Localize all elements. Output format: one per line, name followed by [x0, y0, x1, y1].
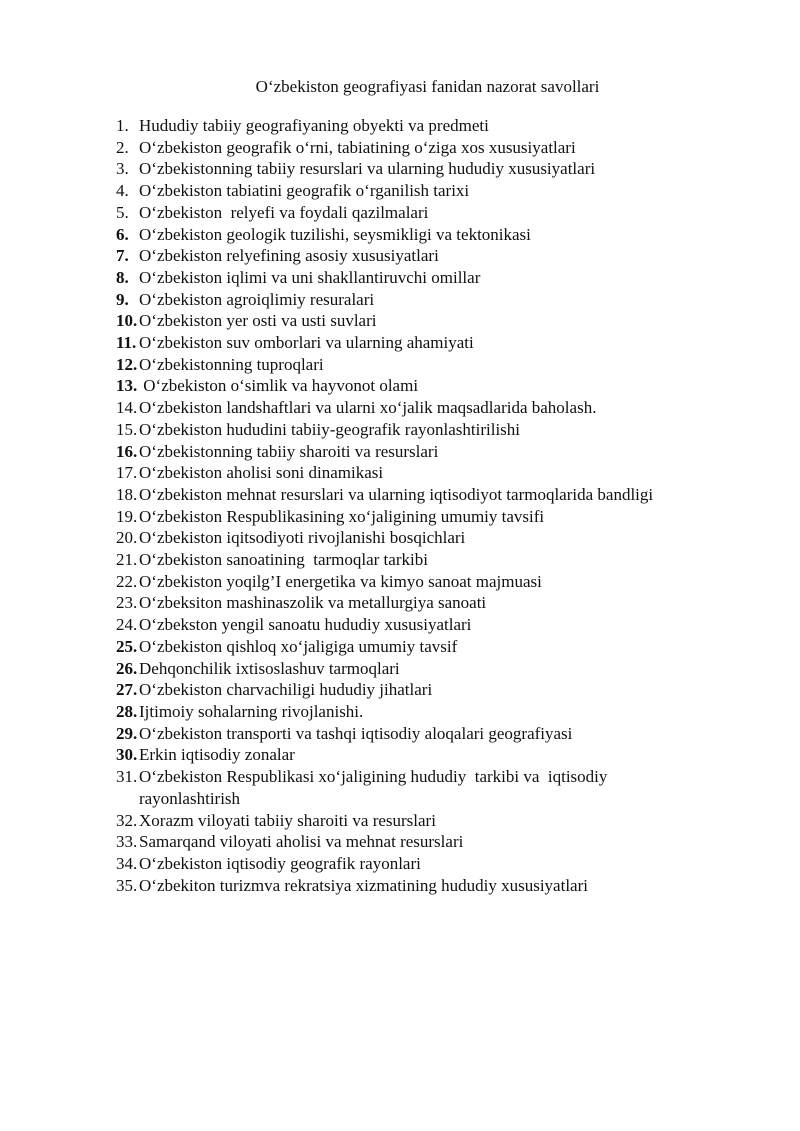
- question-item: [116, 658, 776, 680]
- question-number: 22.: [116, 571, 138, 591]
- question-text: O‘zbekiston landshaftlari va ularni xo‘jalik maqsadlarida baholash.: [139, 398, 597, 418]
- question-item: [116, 614, 776, 636]
- question-number: 8.: [116, 267, 129, 287]
- question-number: 15.: [116, 419, 138, 439]
- question-number: 24.: [116, 615, 138, 635]
- question-item: [116, 441, 776, 463]
- question-number: 12.: [116, 354, 138, 374]
- question-text: O‘zbekiston mehnat resurslari va ularning iqtisodiyot tarmoqlarida bandligi: [139, 484, 654, 504]
- question-text: O‘zbekiston geografik o‘rni, tabiatining o‘ziga xos xususiyatlari: [139, 137, 576, 157]
- question-text: O‘zbekiston Respublikasi xo‘jaligining hududiy tarkibi va iqtisodiy rayonlashtirish: [139, 767, 608, 808]
- question-item: [116, 484, 776, 506]
- question-number: 26.: [116, 658, 138, 678]
- question-text: O‘zbekiston qishloq xo‘jaligiga umumiy tavsif: [139, 636, 458, 656]
- question-text: O‘zbekiston sanoatining tarmoqlar tarkibi: [139, 550, 428, 570]
- question-number: 29.: [116, 723, 138, 743]
- question-number: 1.: [116, 116, 129, 135]
- question-text: O‘zbekiston relyefining asosiy xususiyatlari: [139, 246, 439, 266]
- question-text: O‘zbekistonning tabiiy sharoiti va resurslari: [139, 441, 439, 461]
- question-number: 5.: [116, 202, 129, 222]
- question-item: [116, 810, 776, 832]
- question-item: [116, 180, 776, 202]
- question-item: [116, 267, 776, 289]
- question-number: 13.: [116, 376, 138, 396]
- question-number: 16.: [116, 441, 138, 461]
- question-item: [116, 723, 776, 745]
- question-text: O‘zbekiston aholisi soni dinamikasi: [139, 463, 384, 483]
- question-item: [116, 679, 776, 701]
- question-item: [116, 332, 776, 354]
- question-text: O‘zbekiton turizmva rekratsiya xizmatining hududiy xususiyatlari: [139, 875, 588, 895]
- question-text: Samarqand viloyati aholisi va mehnat resurslari: [139, 832, 464, 852]
- question-text: O‘zbekiston iqlimi va uni shakllantiruvchi omillar: [139, 267, 481, 287]
- question-text: O‘zbekiston Respublikasining xo‘jaligining umumiy tavsifi: [139, 506, 545, 526]
- question-number: 34.: [116, 853, 138, 873]
- question-item: [116, 831, 776, 853]
- question-text: O‘zbekiston yer osti va usti suvlari: [139, 311, 377, 331]
- question-text: Xorazm viloyati tabiiy sharoiti va resurslari: [139, 810, 436, 830]
- question-item: [116, 245, 776, 267]
- question-number: 3.: [116, 159, 129, 179]
- question-number: 19.: [116, 506, 138, 526]
- question-item: [116, 397, 776, 419]
- question-item: [116, 571, 776, 593]
- question-item: [116, 462, 776, 484]
- question-number: 11.: [116, 333, 137, 353]
- question-number: 32.: [116, 810, 138, 830]
- question-text: O‘zbekiston hududini tabiiy-geografik rayonlashtirilishi: [139, 419, 521, 439]
- question-item: [116, 744, 776, 766]
- question-number: 30.: [116, 745, 138, 765]
- question-text: O‘zbekiston geologik tuzilishi, seysmikligi va tektonikasi: [139, 224, 531, 244]
- question-number: 20.: [116, 528, 138, 548]
- question-item: [116, 527, 776, 549]
- question-text: O‘zbekiston iqitsodiyoti rivojlanishi bosqichlari: [139, 528, 466, 548]
- question-item: [116, 158, 776, 180]
- question-item: [116, 592, 776, 614]
- question-item: [116, 549, 776, 571]
- question-number: 21.: [116, 550, 138, 570]
- question-text: O‘zbeksiton mashinaszolik va metallurgiya sanoati: [139, 593, 487, 613]
- question-number: 4.: [116, 181, 129, 201]
- question-text: O‘zbekiston suv omborlari va ularning ahamiyati: [139, 333, 474, 353]
- question-number: 14.: [116, 398, 138, 418]
- question-item: [116, 875, 776, 897]
- question-text: O‘zbekistonning tabiiy resurslari va ularning hududiy xususiyatlari: [139, 159, 596, 179]
- question-number: 35.: [116, 875, 138, 895]
- question-number: 10.: [116, 311, 138, 331]
- question-number: 6.: [116, 224, 129, 244]
- question-item: [116, 636, 776, 658]
- question-item: [116, 701, 776, 723]
- question-text: O‘zbekiston tabiatini geografik o‘rganilish tarixi: [139, 181, 470, 201]
- question-text: Erkin iqtisodiy zonalar: [139, 745, 295, 765]
- question-item: [116, 853, 776, 875]
- question-text: O‘zbekiston yoqilg’I energetika va kimyo sanoat majmuasi: [139, 571, 542, 591]
- question-number: 33.: [116, 832, 138, 852]
- question-item: [116, 202, 776, 224]
- question-number: 17.: [116, 463, 138, 483]
- question-text: O‘zbekiston transporti va tashqi iqtisodiy aloqalari geografiyasi: [139, 723, 573, 743]
- question-text: Dehqonchilik ixtisoslashuv tarmoqlari: [139, 658, 400, 678]
- question-number: 28.: [116, 701, 138, 721]
- question-number: 25.: [116, 636, 138, 656]
- question-text: O‘zbekistonning tuproqlari: [139, 354, 324, 374]
- question-number: 7.: [116, 246, 129, 266]
- question-text: O‘zbekiston charvachiligi hududiy jihatlari: [139, 680, 433, 700]
- question-text: O‘zbekiston o‘simlik va hayvonot olami: [139, 376, 419, 396]
- question-number: 9.: [116, 289, 129, 309]
- question-item: [116, 224, 776, 246]
- question-number: 2.: [116, 137, 129, 157]
- question-item: [116, 137, 776, 159]
- question-item: [116, 354, 776, 376]
- question-text: O‘zbekiston agroiqlimiy resuralari: [139, 289, 375, 309]
- question-list: [116, 115, 776, 896]
- question-item: [116, 310, 776, 332]
- question-number: 23.: [116, 593, 138, 613]
- question-number: 27.: [116, 680, 138, 700]
- question-number: 18.: [116, 484, 138, 504]
- question-text: Ijtimoiy sohalarning rivojlanishi.: [139, 701, 364, 721]
- question-text: Hududiy tabiiy geografiyaning obyekti va predmeti: [139, 116, 489, 135]
- question-item: [116, 766, 776, 809]
- question-text: O‘zbekston yengil sanoatu hududiy xususiyatlari: [139, 615, 472, 635]
- question-text: O‘zbekiston relyefi va foydali qazilmalari: [139, 202, 429, 222]
- question-item: [116, 289, 776, 311]
- question-item: [116, 506, 776, 528]
- question-item: [116, 419, 776, 441]
- question-item: [116, 375, 776, 397]
- question-number: 31.: [116, 767, 138, 787]
- question-text: O‘zbekiston iqtisodiy geografik rayonlari: [139, 853, 421, 873]
- page-title: O‘zbekiston geografiyasi fanidan nazorat savollari: [255, 77, 600, 96]
- question-item: [116, 115, 776, 137]
